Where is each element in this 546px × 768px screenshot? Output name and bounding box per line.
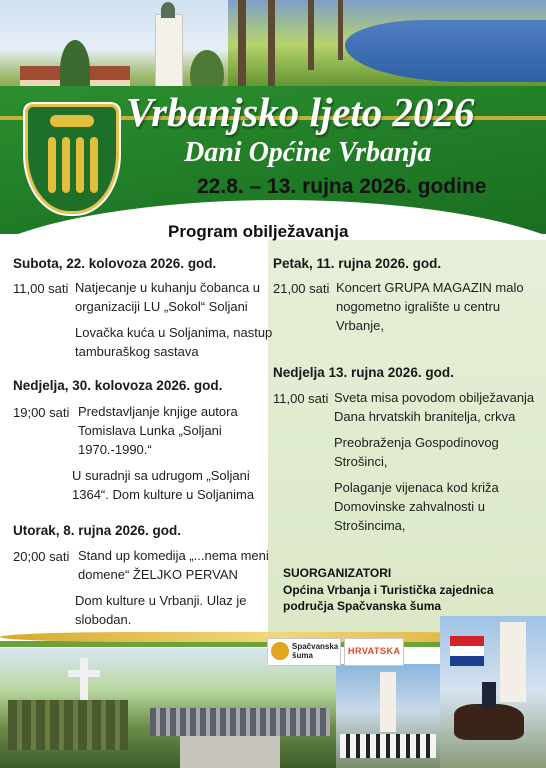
- event-line: nogometno igralište u centru: [336, 299, 501, 314]
- event-line: Tomislava Lunka „Soljani: [78, 423, 222, 438]
- event-time: 11,00 sati: [13, 281, 69, 296]
- poster-title: Vrbanjsko ljeto 2026: [126, 89, 475, 135]
- memorial-cross-arm: [68, 670, 100, 677]
- event-line: Lovačka kuća u Soljanima, nastup: [75, 325, 273, 340]
- event-line: organizaciji LU „Sokol“ Soljani: [75, 299, 248, 314]
- co-organizers-line: Općina Vrbanja i Turistička zajednica: [283, 583, 494, 597]
- event-line: domene“ ŽELJKO PERVAN: [78, 567, 238, 582]
- event-time: 21,00 sati: [273, 281, 330, 296]
- church-tower: [380, 672, 396, 732]
- horse: [454, 704, 524, 740]
- tree-trunk: [238, 0, 246, 100]
- event-dates: 22.8. – 13. rujna 2026. godine: [197, 175, 487, 198]
- lake: [345, 20, 546, 82]
- event-line: U suradnji sa udrugom „Soljani: [72, 468, 250, 483]
- crowd: [150, 708, 330, 736]
- wheat-stalk: [48, 137, 56, 193]
- event-line: tamburaškog sastava: [75, 344, 199, 359]
- logo-text-line: Spačvanska: [292, 642, 339, 651]
- poster-subtitle: Dani Općine Vrbanja: [184, 137, 432, 168]
- event-time: 11,00 sati: [273, 391, 329, 406]
- event-line: Vrbanje,: [336, 318, 384, 333]
- church-roof-spire: [161, 2, 175, 18]
- logo-text: HRVATSKA: [348, 646, 401, 656]
- event-time: 20;00 sati: [13, 549, 70, 564]
- event-line: Koncert GRUPA MAGAZIN malo: [336, 280, 524, 295]
- event-line: Sveta misa povodom obilježavanja: [334, 390, 535, 405]
- crest-crown: [50, 115, 94, 127]
- wheat-stalk: [76, 137, 84, 193]
- event-line: Dom kulture u Vrbanji. Ulaz je: [75, 593, 247, 608]
- event-line: Domovinske zahvalnosti u: [334, 499, 486, 514]
- event-line: 1364“. Dom kulture u Soljanima: [72, 487, 255, 502]
- event-line: Dana hrvatskih branitelja, crkva: [334, 409, 516, 424]
- tree-trunk: [308, 0, 314, 70]
- event-line: Stand up komedija „...nema meni: [78, 548, 269, 563]
- event-line: Preobraženja Gospodinovog: [334, 435, 499, 450]
- event-line: slobodan.: [75, 612, 132, 627]
- event-date: Nedjelja, 30. kolovoza 2026. god.: [13, 378, 223, 393]
- event-time: 19;00 sati: [13, 405, 70, 420]
- church-tower: [155, 14, 183, 90]
- municipality-coat-of-arms-icon: [25, 104, 119, 214]
- folk-dance-photo: [336, 664, 440, 768]
- event-line: Predstavljanje knjige autora: [78, 404, 238, 419]
- soldiers-row: [8, 700, 128, 750]
- event-line: Natjecanje u kuhanju čobanca u: [75, 280, 261, 295]
- leaf-icon: [271, 642, 289, 660]
- paved-path: [180, 736, 280, 768]
- event-date: Subota, 22. kolovoza 2026. god.: [13, 256, 217, 271]
- tree-trunk: [338, 0, 343, 60]
- event-line: Strošincima,: [334, 518, 406, 533]
- logo-text-line: šuma: [292, 651, 313, 660]
- co-organizers-line: područja Spačvanska šuma: [283, 599, 442, 613]
- hrvatska-tourism-logo: [344, 638, 404, 666]
- event-date: Utorak, 8. rujna 2026. god.: [13, 523, 182, 538]
- event-line: Polaganje vijenaca kod križa: [334, 480, 499, 495]
- wheat-stalk: [62, 137, 70, 193]
- event-line: Strošinci,: [334, 454, 388, 469]
- spacvanska-suma-logo: [267, 638, 341, 666]
- rider: [482, 682, 496, 708]
- tree-trunk: [268, 0, 275, 90]
- event-date: Nedjelja 13. rujna 2026. god.: [273, 365, 454, 380]
- croatian-flag-icon: [450, 636, 484, 666]
- co-organizers-heading: SUORGANIZATORI: [283, 566, 392, 580]
- ceremony-photo: [0, 648, 336, 768]
- horse-rider-photo: [440, 616, 546, 768]
- event-date: Petak, 11. rujna 2026. god.: [273, 256, 442, 271]
- event-line: 1970.-1990.“: [78, 442, 152, 457]
- program-title: Program obilježavanja: [168, 222, 349, 241]
- wheat-stalk: [90, 137, 98, 193]
- dancers: [340, 734, 436, 758]
- church-tower: [500, 622, 526, 702]
